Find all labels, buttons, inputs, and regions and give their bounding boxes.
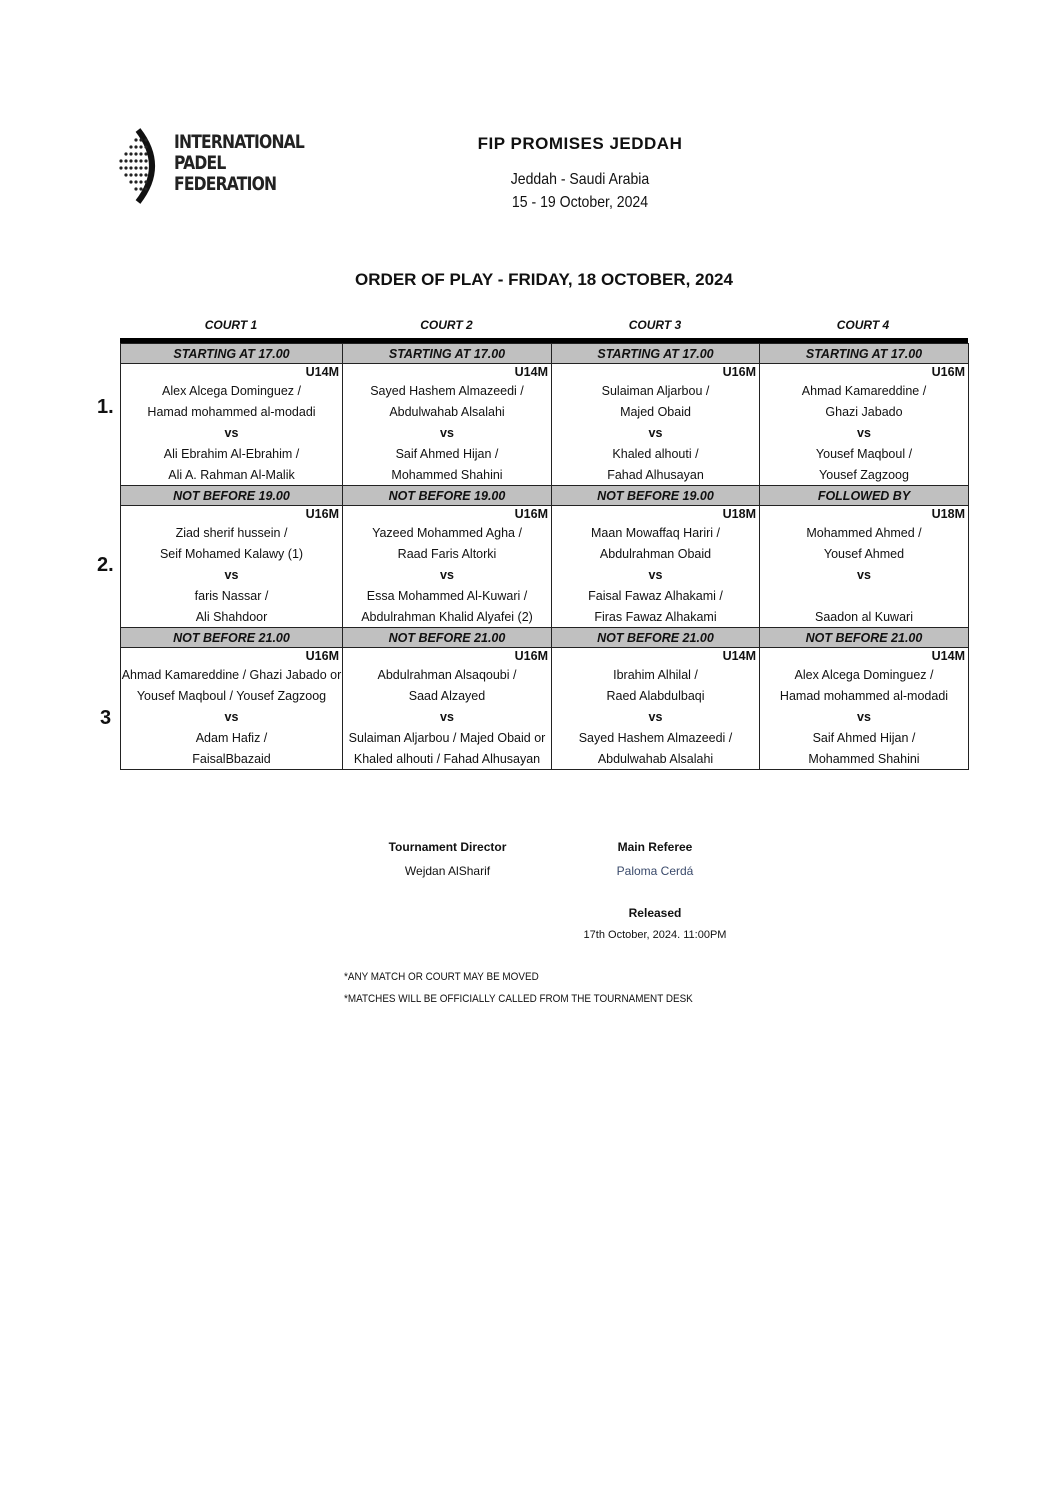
vs-label: vs (121, 564, 343, 585)
category-label: U14M (343, 364, 552, 381)
logo-dot (144, 159, 147, 162)
vs-label: vs (121, 706, 343, 727)
logo-dot (139, 187, 142, 190)
time-slot-header: NOT BEFORE 21.00 (760, 628, 969, 648)
team1-player: Ibrahim Alhilal / (552, 664, 760, 685)
schedule-row (121, 664, 969, 685)
vs-label: vs (343, 422, 552, 443)
schedule-row (121, 344, 969, 364)
time-slot-header: NOT BEFORE 21.00 (552, 628, 760, 648)
schedule-row (121, 564, 969, 585)
logo-dot (139, 159, 142, 162)
schedule-row (121, 706, 969, 727)
logo-dot (139, 180, 142, 183)
vs-label: vs (552, 706, 760, 727)
logo-dot (129, 145, 132, 148)
logo-dot (139, 145, 142, 148)
logo-dot (144, 138, 147, 141)
tournament-dates: 15 - 19 October, 2024 (511, 194, 649, 211)
team1-player: Ahmad Kamareddine / Ghazi Jabado or (121, 664, 343, 685)
category-label: U16M (343, 506, 552, 523)
tournament-title: FIP PROMISES JEDDAH (477, 134, 683, 153)
team1-player: Alex Alcega Dominguez / (121, 380, 343, 401)
round-number: 3 (100, 707, 112, 729)
schedule-row (121, 628, 969, 648)
schedule-row (121, 380, 969, 401)
schedule-row (121, 464, 969, 486)
schedule-row (121, 648, 969, 665)
logo-dot (129, 180, 132, 183)
logo-dot (144, 180, 147, 183)
logo-dot (134, 166, 137, 169)
time-slot-header: NOT BEFORE 19.00 (343, 486, 552, 506)
vs-label: vs (121, 422, 343, 443)
logo-dot (134, 145, 137, 148)
referee-name: Paloma Cerdá (616, 864, 694, 878)
team2-player: Abdulrahman Khalid Alyafei (2) (343, 606, 552, 628)
logo-dot (134, 152, 137, 155)
logo-dot (129, 173, 132, 176)
referee-label: Main Referee (617, 840, 693, 854)
court-1-header: COURT 1 (204, 318, 258, 332)
fip-logo (108, 126, 308, 206)
category-label: U18M (760, 506, 969, 523)
time-slot-header: NOT BEFORE 21.00 (121, 628, 343, 648)
logo-dot (124, 159, 127, 162)
logo-dot (124, 152, 127, 155)
court-3-header: COURT 3 (628, 318, 682, 332)
team1-player: Abdulrahman Obaid (552, 543, 760, 564)
logo-line: FEDERATION (174, 173, 277, 195)
schedule-table (120, 343, 969, 770)
team2-player: Yousef Maqboul / (760, 443, 969, 464)
team2-player: Faisal Fawaz Alhakami / (552, 585, 760, 606)
schedule-row (121, 486, 969, 506)
logo-dot (134, 173, 137, 176)
logo-dot (124, 166, 127, 169)
round-number: 1. (97, 396, 114, 418)
team2-player: Khaled alhouti / (552, 443, 760, 464)
vs-label: vs (760, 564, 969, 585)
logo-line: INTERNATIONAL (174, 131, 305, 153)
logo-dot (134, 159, 137, 162)
team2-player: faris Nassar / (121, 585, 343, 606)
team2-player: Ali Ebrahim Al-Ebrahim / (121, 443, 343, 464)
schedule-row (121, 748, 969, 770)
team1-player: Abdulrahman Alsaqoubi / (343, 664, 552, 685)
team2-player: Mohammed Shahini (760, 748, 969, 770)
team2-player: Fahad Alhusayan (552, 464, 760, 486)
time-slot-header: FOLLOWED BY (760, 486, 969, 506)
logo-dot (134, 138, 137, 141)
team1-player: Abdulwahab Alsalahi (343, 401, 552, 422)
vs-label: vs (760, 422, 969, 443)
schedule-row (121, 401, 969, 422)
time-slot-header: NOT BEFORE 21.00 (343, 628, 552, 648)
time-slot-header: STARTING AT 17.00 (760, 344, 969, 364)
schedule-row (121, 543, 969, 564)
schedule-row (121, 443, 969, 464)
logo-dot (139, 173, 142, 176)
team1-player: Maan Mowaffaq Hariri / (552, 522, 760, 543)
team2-player: Saif Ahmed Hijan / (760, 727, 969, 748)
time-slot-header: STARTING AT 17.00 (552, 344, 760, 364)
category-label: U16M (552, 364, 760, 381)
court-4-header: COURT 4 (836, 318, 890, 332)
team1-player: Sulaiman Aljarbou / (552, 380, 760, 401)
note: *MATCHES WILL BE OFFICIALLY CALLED FROM THE TOURNAMENT DESK (344, 993, 693, 1005)
category-label: U16M (760, 364, 969, 381)
team1-player: Hamad mohammed al-modadi (121, 401, 343, 422)
team2-player: Saadon al Kuwari (760, 606, 969, 628)
logo-dot (144, 152, 147, 155)
vs-label: vs (552, 422, 760, 443)
team2-player: Ali A. Rahman Al-Malik (121, 464, 343, 486)
schedule-row (121, 685, 969, 706)
team2-player: Abdulwahab Alsalahi (552, 748, 760, 770)
note: *ANY MATCH OR COURT MAY BE MOVED (344, 971, 539, 983)
team1-player: Majed Obaid (552, 401, 760, 422)
category-label: U16M (343, 648, 552, 665)
logo-dot (139, 152, 142, 155)
logo-dot (129, 159, 132, 162)
released-value: 17th October, 2024. 11:00PM (583, 929, 727, 941)
logo-text (174, 132, 304, 195)
team2-player: Ali Shahdoor (121, 606, 343, 628)
logo-line: PADEL (174, 152, 226, 174)
team2-player (760, 585, 969, 606)
category-label: U14M (552, 648, 760, 665)
time-slot-header: NOT BEFORE 19.00 (121, 486, 343, 506)
round-number: 2. (97, 554, 114, 576)
team2-player: Sulaiman Aljarbou / Majed Obaid or (343, 727, 552, 748)
category-label: U14M (121, 364, 343, 381)
logo-dot (129, 166, 132, 169)
logo-dot (144, 145, 147, 148)
team2-player: Firas Fawaz Alhakami (552, 606, 760, 628)
team1-player: Raed Alabdulbaqi (552, 685, 760, 706)
team1-player: Ziad sherif hussein / (121, 522, 343, 543)
schedule-row (121, 606, 969, 628)
team2-player: Essa Mohammed Al-Kuwari / (343, 585, 552, 606)
team1-player: Ghazi Jabado (760, 401, 969, 422)
team2-player: Khaled alhouti / Fahad Alhusayan (343, 748, 552, 770)
director-label: Tournament Director (388, 840, 507, 854)
released-label: Released (628, 906, 682, 920)
schedule-row (121, 522, 969, 543)
logo-dot (124, 173, 127, 176)
team1-player: Yousef Maqboul / Yousef Zagzoog (121, 685, 343, 706)
logo-dot (134, 187, 137, 190)
category-label: U18M (552, 506, 760, 523)
logo-dot (119, 159, 122, 162)
logo-dot (139, 138, 142, 141)
schedule-row (121, 364, 969, 381)
court-2-header: COURT 2 (420, 318, 473, 332)
time-slot-header: STARTING AT 17.00 (121, 344, 343, 364)
time-slot-header: STARTING AT 17.00 (343, 344, 552, 364)
vs-label: vs (343, 564, 552, 585)
logo-dot (119, 166, 122, 169)
team1-player: Sayed Hashem Almazeedi / (343, 380, 552, 401)
logo-dot (144, 166, 147, 169)
team2-player: Adam Hafiz / (121, 727, 343, 748)
team1-player: Ahmad Kamareddine / (760, 380, 969, 401)
tournament-location: Jeddah - Saudi Arabia (510, 171, 650, 188)
team2-player: Saif Ahmed Hijan / (343, 443, 552, 464)
team2-player: Sayed Hashem Almazeedi / (552, 727, 760, 748)
team1-player: Mohammed Ahmed / (760, 522, 969, 543)
team1-player: Saad Alzayed (343, 685, 552, 706)
order-of-play-title: ORDER OF PLAY - FRIDAY, 18 OCTOBER, 2024 (355, 270, 733, 289)
logo-dot (134, 180, 137, 183)
team1-player: Alex Alcega Dominguez / (760, 664, 969, 685)
team1-player: Raad Faris Altorki (343, 543, 552, 564)
padel-ball-logo-icon (108, 126, 172, 206)
vs-label: vs (552, 564, 760, 585)
logo-dot (139, 166, 142, 169)
time-slot-header: NOT BEFORE 19.00 (552, 486, 760, 506)
schedule-row (121, 585, 969, 606)
category-label: U14M (760, 648, 969, 665)
logo-dot (144, 187, 147, 190)
schedule-row (121, 422, 969, 443)
team1-player: Yousef Ahmed (760, 543, 969, 564)
team1-player: Yazeed Mohammed Agha / (343, 522, 552, 543)
schedule-row (121, 506, 969, 523)
team2-player: Mohammed Shahini (343, 464, 552, 486)
team2-player: FaisalBbazaid (121, 748, 343, 770)
team1-player: Hamad mohammed al-modadi (760, 685, 969, 706)
logo-dot (144, 173, 147, 176)
vs-label: vs (343, 706, 552, 727)
team2-player: Yousef Zagzoog (760, 464, 969, 486)
schedule-row (121, 727, 969, 748)
logo-dot (129, 152, 132, 155)
category-label: U16M (121, 506, 343, 523)
team1-player: Seif Mohamed Kalawy (1) (121, 543, 343, 564)
director-name: Wejdan AlSharif (404, 864, 491, 878)
vs-label: vs (760, 706, 969, 727)
category-label: U16M (121, 648, 343, 665)
